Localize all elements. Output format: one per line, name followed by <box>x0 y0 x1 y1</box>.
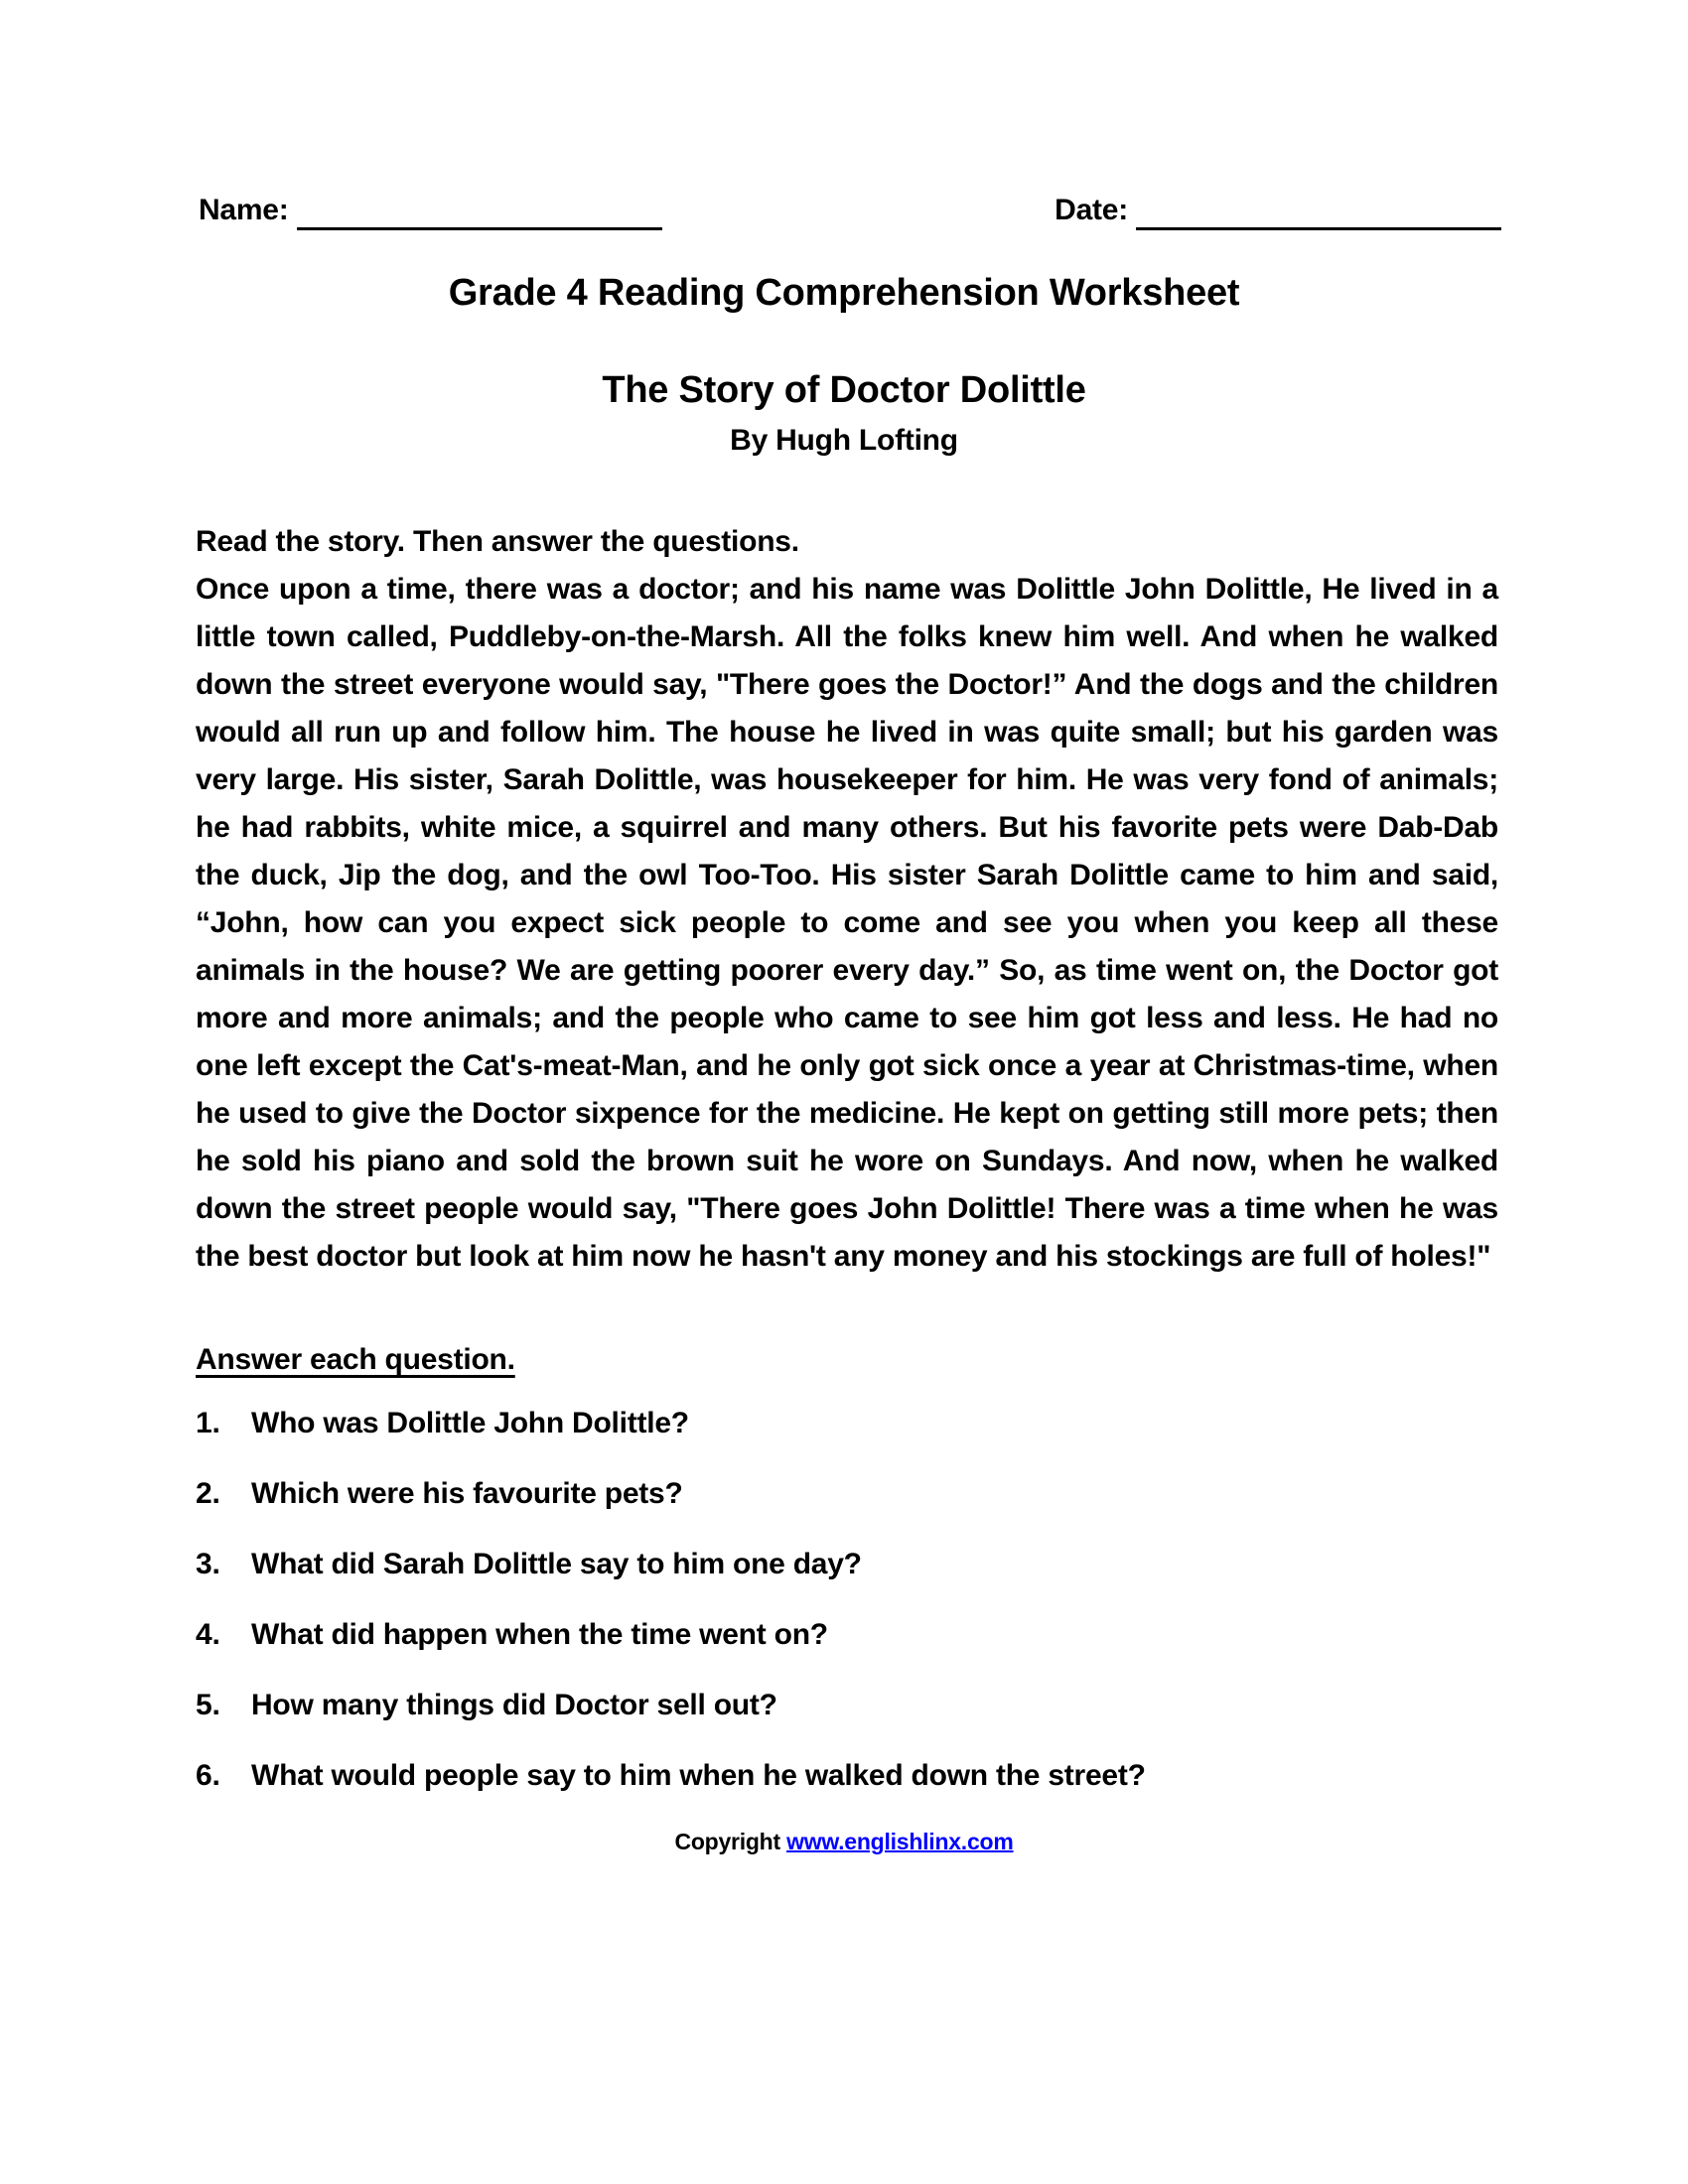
copyright-label: Copyright <box>674 1829 780 1854</box>
question-number: 5. <box>196 1689 220 1721</box>
question-text: How many things did Doctor sell out? <box>251 1689 777 1721</box>
story-text: Once upon a time, there was a doctor; and his name was Dolittle John Dolittle, He lived in a little town called, Puddleby-on-the-Marsh. All the folks knew him well. And when he walked down the street everyone would say, "There goes the Doctor!” And the dogs and the children would all run up and follow him. The house he lived in was quite small; but his garden was very large. His sister, Sarah Dolittle, was housekeeper for him. He was very fond of animals; he had rabbits, white mice, a squirrel and many others. But his favorite pets were Dab-Dab the duck, Jip the dog, and the owl Too-Too. His sister Sarah Dolittle came to him and said, “John, how can you expect sick people to come and see you when you keep all these animals in the house? We are getting poorer every day.” So, as time went on, the Doctor got more and more animals; and the people who came to see him got less and less. He had no one left except the Cat's-meat-Man, and he only got sick once a year at Christmas-time, when he used to give the Doctor sixpence for the medicine. He kept on getting still more pets; then he sold his piano and sold the brown suit he wore on Sundays. And now, when he walked down the street people would say, "There goes John Dolittle! There was a time when he was the best doctor but look at him now he hasn't any money and his stockings are full of holes!" <box>196 573 1498 1273</box>
question-item <box>196 1615 1498 1655</box>
question-item <box>196 1404 1498 1443</box>
question-item <box>196 1686 1498 1725</box>
worksheet-title: Grade 4 Reading Comprehension Worksheet <box>448 272 1240 314</box>
question-text: Which were his favourite pets? <box>251 1477 683 1510</box>
name-field <box>199 191 662 230</box>
instructions-text: Read the story. Then answer the questions. <box>196 525 799 558</box>
question-text: What did happen when the time went on? <box>251 1618 828 1651</box>
content-area <box>196 518 1498 1796</box>
date-field <box>1055 191 1501 230</box>
question-number: 3. <box>196 1548 220 1580</box>
footer <box>0 1827 1688 1856</box>
question-number: 4. <box>196 1618 220 1651</box>
question-item <box>196 1756 1498 1796</box>
questions-header: Answer each question. <box>196 1343 515 1376</box>
question-text: What would people say to him when he walked down the street? <box>251 1759 1146 1792</box>
question-number: 6. <box>196 1759 220 1792</box>
header-row <box>0 191 1688 230</box>
name-blank-line[interactable] <box>297 194 662 230</box>
byline: By Hugh Lofting <box>730 424 958 457</box>
question-number: 2. <box>196 1477 220 1510</box>
date-label: Date: <box>1055 194 1128 226</box>
question-text: What did Sarah Dolittle say to him one day? <box>251 1548 862 1580</box>
question-item <box>196 1545 1498 1584</box>
name-label: Name: <box>199 194 289 226</box>
date-blank-line[interactable] <box>1136 194 1501 230</box>
story-title: The Story of Doctor Dolittle <box>602 369 1086 411</box>
question-number: 1. <box>196 1407 220 1439</box>
question-text: Who was Dolittle John Dolittle? <box>251 1407 689 1439</box>
copyright-link[interactable]: www.englishlinx.com <box>786 1829 1014 1854</box>
questions-list <box>196 1404 1498 1796</box>
question-item <box>196 1474 1498 1514</box>
